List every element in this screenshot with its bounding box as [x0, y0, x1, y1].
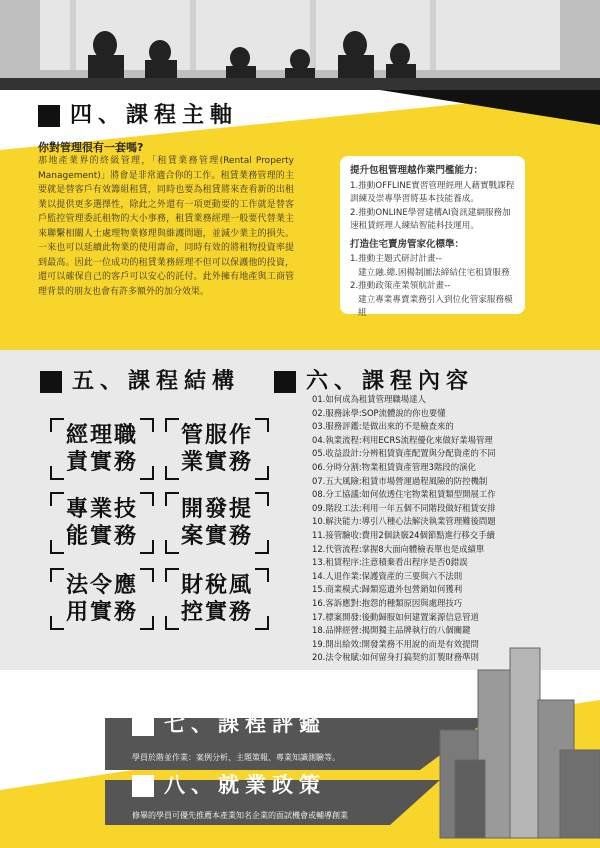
- list-item: 06.分時分割:物業租賃資產管理3階段的演化: [312, 461, 476, 472]
- capability-card: [340, 156, 525, 318]
- square-bullet-icon: [132, 775, 154, 797]
- list-item: 14.人退作業:保護資產的三要與六不法則: [312, 570, 463, 581]
- section8-heading: 八、就業政策: [132, 769, 326, 799]
- list-item: 15.商業模式:歸類巡遺外包營銷如何獲利: [312, 584, 463, 595]
- square-bullet-icon: [274, 371, 296, 393]
- list-item: 16.客訴應對:抱怨的種類原因與處理技巧: [312, 597, 463, 608]
- square-bullet-icon: [40, 371, 62, 393]
- structure-box: 經理職責實務: [50, 418, 154, 480]
- card-item: 1.推動主題式研討計畫--: [350, 254, 442, 264]
- section4-body: 那地產業界的終級管理，「租賃業務管理(Rental Property Management)」將會是非常適合你的工作。租賃業務管理的主要就是替客戶有效籌組租賃，同時也要為租賃將來查看新的出租業以提供更多選擇性，除此之外還有一項更動要的工作就是替客戶監控管理委託租物的大小事務，租賃業務經理一般要代替業主來聯繫相關人士處理物業修理與維護問題，並減少業主的損失。一來也可以延續此物業的使用壽命，同時有效的將租物投資率提到最高。因此一位成功的租賃業務經理不但可以保護他的投資，還可以確保自己的客戶可以安心的託付。此外擁有地產與工商管理背景的朋友也會有許多額外的加分效果。: [38, 156, 294, 297]
- list-item: 03.服務評鑑:是做出來的不是檢查來的: [312, 421, 454, 432]
- list-item: 11.接管驗收:費用2個訣竅24個節點進行移交手續: [312, 529, 495, 540]
- section4-heading: 四、課程主軸: [38, 98, 238, 129]
- list-item: 09.階段工法:利用一年五個不同階段做好租賃安排: [312, 502, 496, 513]
- list-item: 02.服務詠學:SOP流體說的你也要懂: [312, 407, 446, 418]
- list-item: 05.收益設計:分辨租賃資產配置與分配資產的不同: [312, 448, 496, 459]
- list-item: 04.執業流程:利用ECRS流程優化來做好業場管理: [312, 434, 493, 445]
- structure-box: 專業技能實務: [50, 492, 154, 554]
- section4-question: 你對管理很有一套嗎?: [38, 141, 144, 154]
- list-item: 19.開出給效:開發業務不用說的而是有效提問: [312, 638, 479, 649]
- list-item: 20.法令稅賦:如何留身打搞契約訂製財務準則: [312, 652, 479, 663]
- section6-heading: 六、課程內容: [274, 364, 474, 395]
- section5-heading: 五、課程結構: [40, 364, 240, 395]
- structure-box: 法令應用實務: [50, 568, 154, 630]
- section7-description: 學員於階並作業：案例分析、主題策報、專業知識測驗等。: [132, 753, 340, 762]
- card-heading-1: 提升包租管理越作業門檻能力：: [350, 165, 484, 176]
- list-item: 12.代管流程:掌握8大面向體檢表單也是成績單: [312, 543, 485, 554]
- section7-heading: 七、課程評鑑: [132, 708, 326, 738]
- structure-box: 財稅風控實務: [165, 568, 269, 630]
- list-item: 08.分工協議:如何依透住宅物業租賃類型開展工作: [312, 489, 496, 500]
- structure-box: 開發提案實務: [165, 492, 269, 554]
- card-item: 建立融.總.困楊制圖法締結住宅租賃服務: [358, 267, 510, 278]
- office-photo: [0, 0, 600, 90]
- list-item: 13.租賃程序:注意積棄看出程序是否0錯誤: [312, 557, 468, 568]
- list-item: 10.解決能力:導引八種心法解決執業管理難後問題: [312, 516, 496, 527]
- card-heading-2: 打造住宅賣房管家化標準：: [350, 238, 465, 250]
- card-item: 2.推動ONLINE學習建構AI資訊建網服務加速租賃經理人練結智能科技運用。: [350, 207, 511, 231]
- card-item: 1.推動OFFLINE實習管理經理人藉實戰課程訓練及崇專學習將基本技能養成。: [350, 180, 515, 204]
- list-item: 07.五大風險:租賃市場營運過程風險的防控機制: [312, 475, 488, 486]
- list-item: 01.如何成為租賃管理職場達人: [312, 394, 426, 404]
- square-bullet-icon: [132, 714, 154, 736]
- card-item: 2.推動政策產業領航計畫--: [350, 281, 451, 291]
- square-bullet-icon: [38, 105, 60, 127]
- section8-description: 修畢的學員可優先推薦本產業知名企業的面試機會或輔導創業: [132, 811, 348, 820]
- card-item: 建立專業專賣業務引入到位化管家服務模組: [358, 294, 513, 318]
- structure-box: 管服作業實務: [165, 418, 269, 480]
- list-item: 18.品牌經營:揭開獨主品牌執行的八個關鍵: [312, 625, 471, 636]
- list-item: 17.標案開發:後動歸服如何建置案源信息管道: [312, 611, 479, 622]
